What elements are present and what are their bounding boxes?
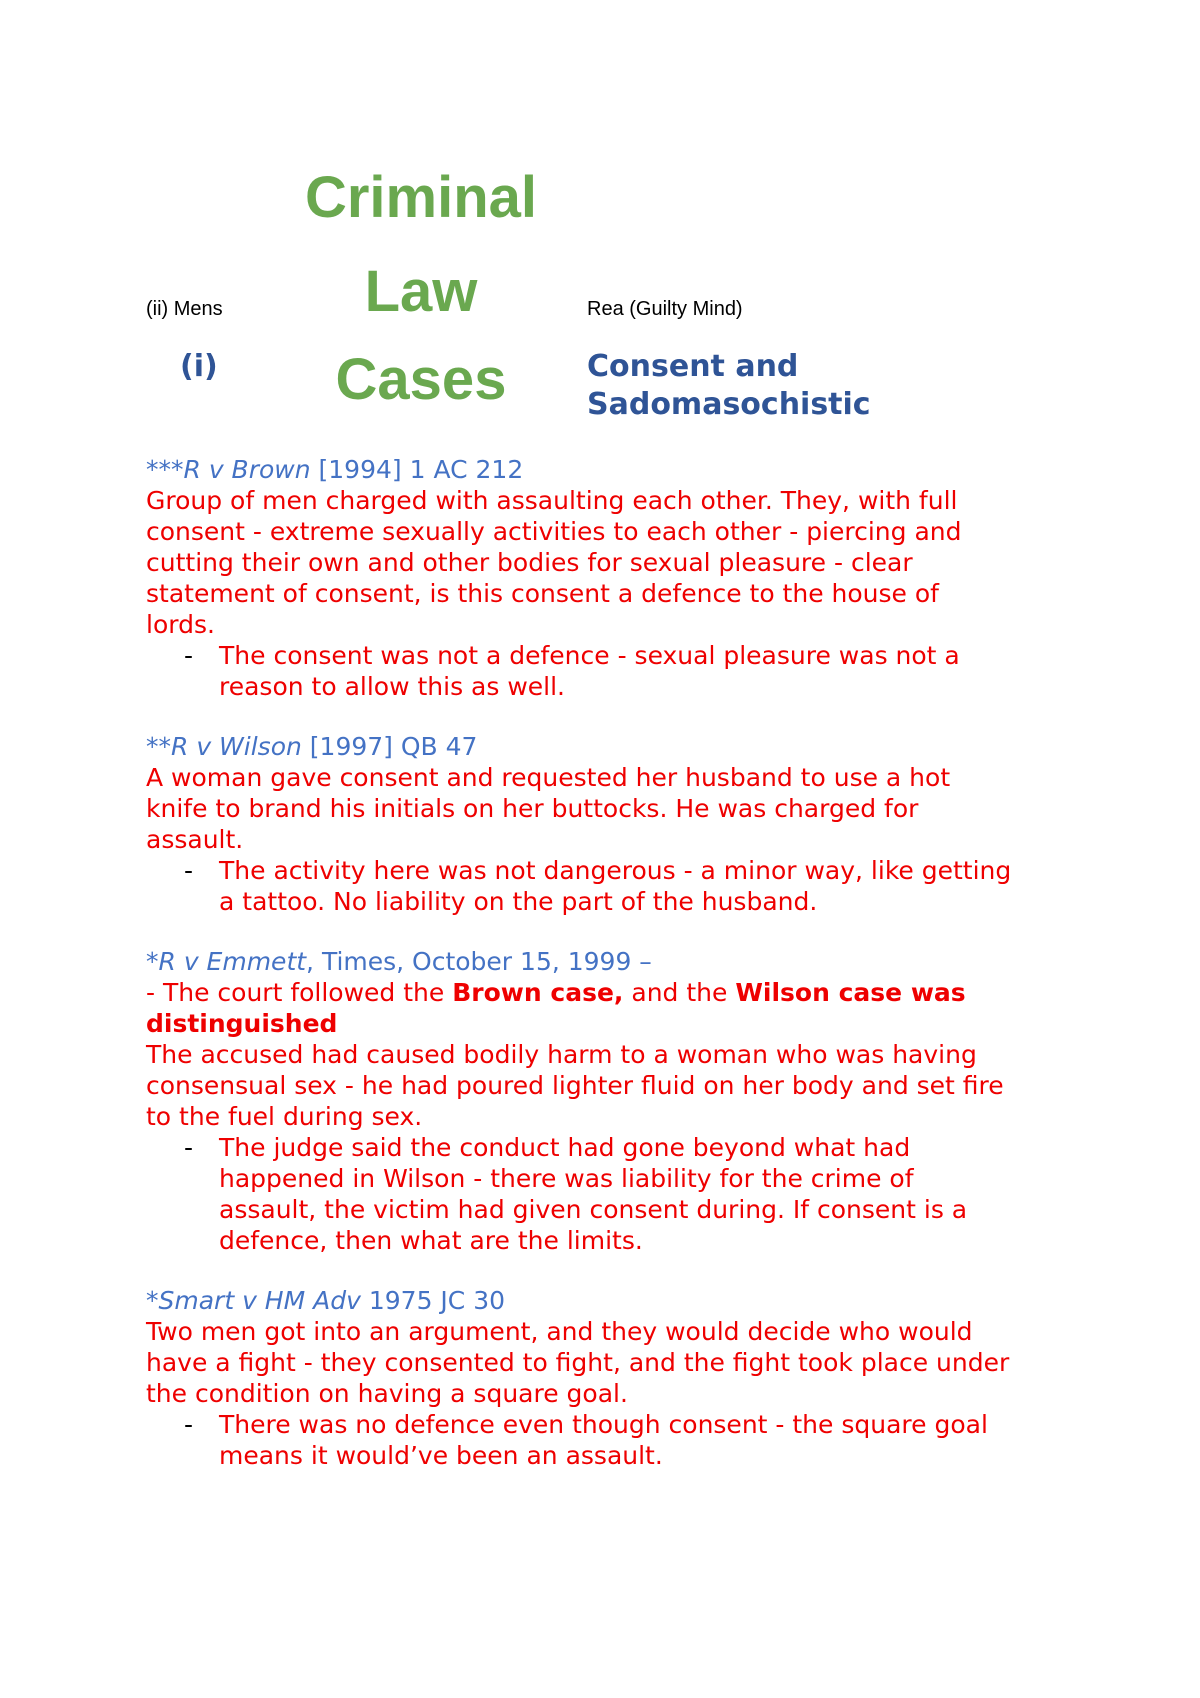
bullet-line: The consent was not a defence - sexual pleasure was not a bbox=[219, 641, 960, 670]
case-ref: [1997] QB 47 bbox=[301, 732, 478, 761]
bullet-dash: - bbox=[184, 641, 194, 670]
lead-bold-brown: Brown case, bbox=[452, 978, 624, 1007]
title-law: Law bbox=[364, 259, 478, 324]
case-stars: * bbox=[146, 947, 159, 976]
case-ref: , Times, October 15, 1999 – bbox=[306, 947, 652, 976]
body-line: consent - extreme sexually activities to each other - piercing and bbox=[146, 517, 962, 546]
case-stars: *** bbox=[146, 455, 184, 484]
body-line: to the fuel during sex. bbox=[146, 1102, 423, 1131]
lead-bold-distinguished: distinguished bbox=[146, 1009, 338, 1038]
case-citation-brown bbox=[146, 454, 523, 485]
body-line: statement of consent, is this consent a defence to the house of bbox=[146, 579, 939, 608]
case-bullet-brown bbox=[219, 640, 1099, 702]
case-name: Smart v HM Adv bbox=[158, 1286, 361, 1315]
bullet-line: assault, the victim had given consent during. If consent is a bbox=[219, 1195, 968, 1224]
body-line: A woman gave consent and requested her husband to use a hot bbox=[146, 763, 951, 792]
mens-label: (ii) Mens bbox=[146, 298, 223, 320]
case-lead-emmett bbox=[146, 977, 1096, 1132]
bullet-dash: - bbox=[184, 856, 194, 885]
bullet-line: defence, then what are the limits. bbox=[219, 1226, 643, 1255]
body-line: assault. bbox=[146, 825, 244, 854]
case-bullet-emmett bbox=[219, 1132, 1099, 1256]
case-body-smart bbox=[146, 1316, 1096, 1409]
section-title-line1: Consent and bbox=[587, 349, 799, 384]
body-line: cutting their own and other bodies for sexual pleasure - clear bbox=[146, 548, 913, 577]
case-bullet-smart bbox=[219, 1409, 1099, 1471]
bullet-line: happened in Wilson - there was liability for the crime of bbox=[219, 1164, 914, 1193]
case-name: R v Emmett bbox=[158, 947, 307, 976]
case-body-wilson bbox=[146, 762, 1096, 855]
bullet-dash: - bbox=[184, 1133, 194, 1162]
bullet-dash: - bbox=[184, 1410, 194, 1439]
case-name: R v Wilson bbox=[171, 732, 302, 761]
bullet-line: a tattoo. No liability on the part of the husband. bbox=[219, 887, 818, 916]
lead-line bbox=[146, 977, 1096, 1008]
bullet-line: The judge said the conduct had gone beyond what had bbox=[219, 1133, 911, 1162]
title-cases: Cases bbox=[335, 347, 507, 412]
body-line: knife to brand his initials on her buttocks. He was charged for bbox=[146, 794, 919, 823]
body-line: The accused had caused bodily harm to a woman who was having bbox=[146, 1040, 977, 1069]
body-line: Two men got into an argument, and they would decide who would bbox=[146, 1317, 973, 1346]
bullet-line: There was no defence even though consent - the square goal bbox=[219, 1410, 988, 1439]
body-line: have a fight - they consented to fight, and the fight took place under bbox=[146, 1348, 1010, 1377]
body-line: consensual sex - he had poured lighter fluid on her body and set fire bbox=[146, 1071, 1004, 1100]
case-bullet-wilson bbox=[219, 855, 1099, 917]
lead-text: and the bbox=[623, 978, 736, 1007]
lead-bold-wilson: Wilson case was bbox=[735, 978, 966, 1007]
rea-label: Rea (Guilty Mind) bbox=[587, 298, 743, 320]
case-citation-wilson bbox=[146, 731, 477, 762]
bullet-line: The activity here was not dangerous - a minor way, like getting bbox=[219, 856, 1012, 885]
case-stars: * bbox=[146, 1286, 159, 1315]
case-stars: ** bbox=[146, 732, 171, 761]
body-line: Group of men charged with assaulting each other. They, with full bbox=[146, 486, 958, 515]
case-citation-emmett bbox=[146, 946, 652, 977]
title-criminal: Criminal bbox=[304, 165, 538, 230]
case-name: R v Brown bbox=[183, 455, 311, 484]
body-line: the condition on having a square goal. bbox=[146, 1379, 628, 1408]
section-number: (i) bbox=[180, 349, 218, 384]
section-title-line2: Sadomasochistic bbox=[587, 387, 871, 422]
bullet-line: reason to allow this as well. bbox=[219, 672, 566, 701]
lead-text: - The court followed the bbox=[146, 978, 453, 1007]
case-body-brown bbox=[146, 485, 1096, 640]
case-citation-smart bbox=[146, 1285, 505, 1316]
body-line: lords. bbox=[146, 610, 215, 639]
case-ref: 1975 JC 30 bbox=[360, 1286, 506, 1315]
case-ref: [1994] 1 AC 212 bbox=[310, 455, 524, 484]
bullet-line: means it would’ve been an assault. bbox=[219, 1441, 663, 1470]
